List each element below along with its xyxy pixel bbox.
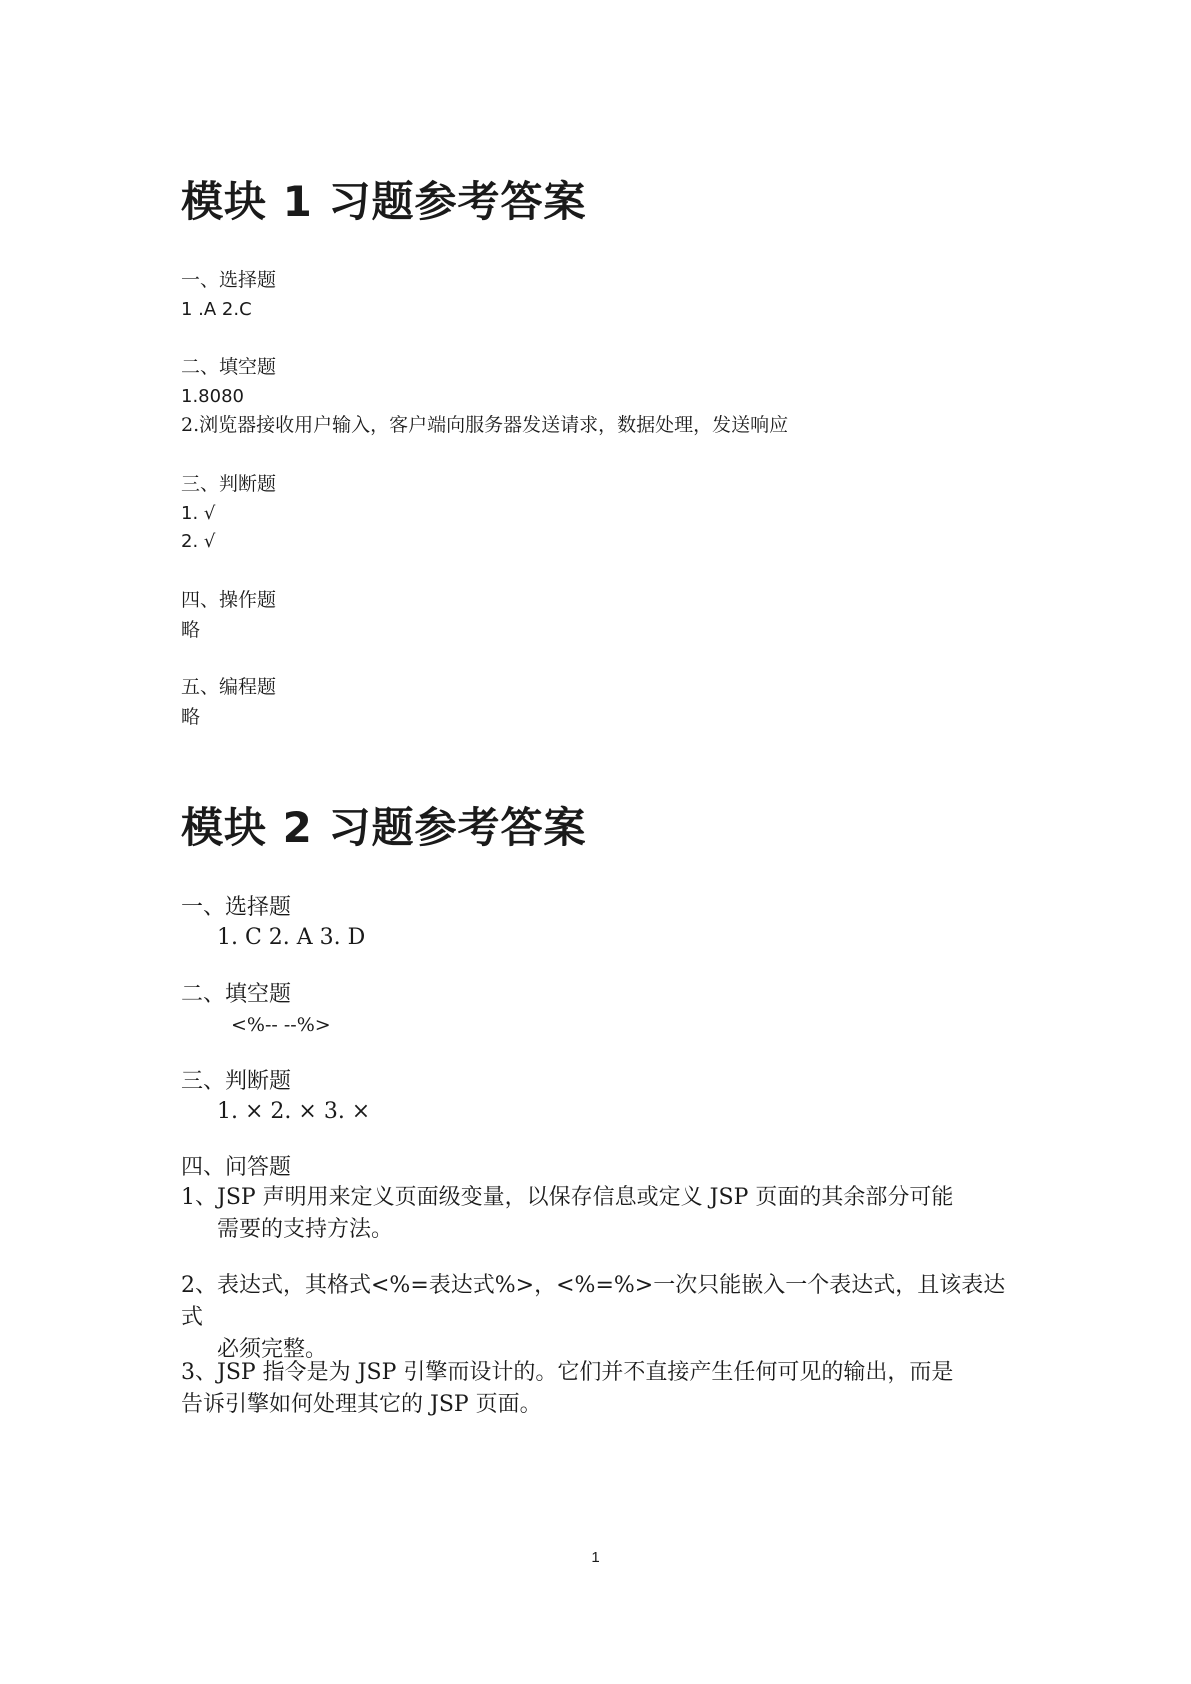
- page-number: 1: [591, 1549, 600, 1566]
- module1-judge-line1: 1. √: [181, 503, 216, 524]
- module2-title: 模块 2 习题参考答案: [181, 803, 587, 852]
- module1-judge-heading: 三、判断题: [181, 473, 277, 495]
- qa-answer-3-line2: 告诉引擎如何处理其它的 JSP 页面。: [181, 1392, 542, 1417]
- module1-judge-line2: 2. √: [181, 531, 216, 552]
- module1-fill-heading: 二、填空题: [181, 356, 277, 378]
- module2-qa-answer-3: [181, 1357, 1021, 1421]
- module1-title: 模块 1 习题参考答案: [181, 177, 587, 226]
- module2-qa-answer-2: [181, 1270, 1021, 1366]
- module2-choice-heading: 一、选择题: [181, 895, 292, 920]
- module1-program-heading: 五、编程题: [181, 676, 277, 698]
- module1-operate-heading: 四、操作题: [181, 589, 277, 611]
- module2-fill-heading: 二、填空题: [181, 982, 292, 1007]
- module2-qa-heading: 四、问答题: [181, 1155, 292, 1180]
- module2-choice-answers: 1. C 2. A 3. D: [217, 925, 366, 950]
- qa-answer-3-line1: 3、JSP 指令是为 JSP 引擎而设计的。它们并不直接产生任何可见的输出，而是: [181, 1360, 954, 1385]
- module2-fill-answer: <%-- --%>: [231, 1014, 331, 1036]
- qa-answer-1-line1: 1、JSP 声明用来定义页面级变量，以保存信息或定义 JSP 页面的其余部分可能: [181, 1185, 954, 1210]
- module1-program-answer: 略: [181, 706, 201, 728]
- module2-judge-answers: 1. × 2. × 3. ×: [217, 1099, 371, 1124]
- module1-operate-answer: 略: [181, 619, 201, 641]
- module1-choice-heading: 一、选择题: [181, 269, 277, 291]
- qa-answer-1-line2: 需要的支持方法。: [217, 1217, 394, 1242]
- module1-fill-line1: 1.8080: [181, 386, 244, 407]
- module1-choice-answers: 1 .A 2.C: [181, 299, 252, 320]
- module2-qa-answer-1: [181, 1182, 1021, 1246]
- qa-answer-2-line1: 2、表达式，其格式<%=表达式%>，<%=%>一次只能嵌入一个表达式，且该表达式: [181, 1273, 1006, 1330]
- module1-fill-line2: 2.浏览器接收用户输入，客户端向服务器发送请求，数据处理，发送响应: [181, 414, 789, 436]
- qa-answer-2-line2: 必须完整。: [217, 1337, 328, 1362]
- module2-judge-heading: 三、判断题: [181, 1069, 292, 1094]
